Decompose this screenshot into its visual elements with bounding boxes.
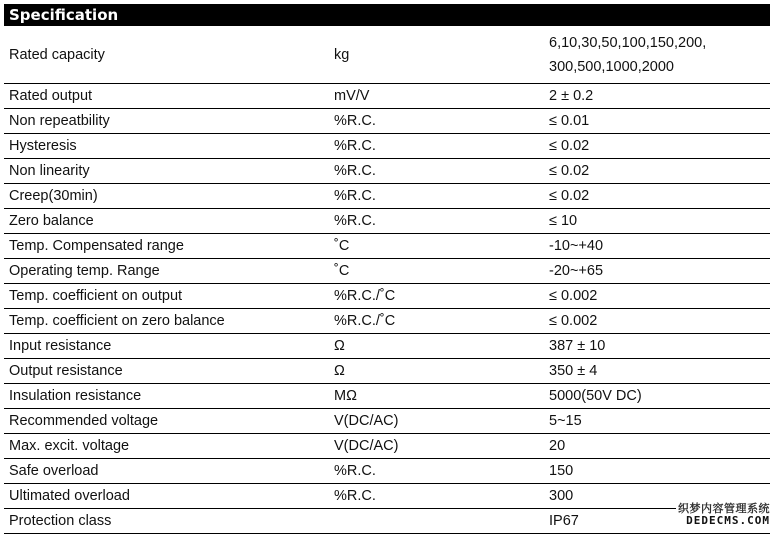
param-value: [544, 26, 770, 84]
param-value-line: 300,500,1000,2000: [549, 58, 674, 75]
param-unit: mV/V: [329, 84, 544, 109]
param-value: 20: [544, 434, 770, 459]
table-row: [4, 84, 770, 109]
param-label: Insulation resistance: [4, 384, 329, 409]
table-row: [4, 209, 770, 234]
param-label: Max. excit. voltage: [4, 434, 329, 459]
param-unit: kg: [329, 26, 544, 84]
param-label: Recommended voltage: [4, 409, 329, 434]
table-row: [4, 484, 770, 509]
param-value: 350 ± 4: [544, 359, 770, 384]
param-value: -20~+65: [544, 259, 770, 284]
table-row: [4, 309, 770, 334]
param-label: Ultimated overload: [4, 484, 329, 509]
param-label: Zero balance: [4, 209, 329, 234]
specification-table-container: [4, 4, 770, 534]
table-row: [4, 234, 770, 259]
table-row: [4, 134, 770, 159]
param-unit: MΩ: [329, 384, 544, 409]
param-label: Non linearity: [4, 159, 329, 184]
param-unit: Ω: [329, 359, 544, 384]
param-unit: %R.C.: [329, 134, 544, 159]
param-unit: %R.C.: [329, 159, 544, 184]
param-label: Rated capacity: [4, 26, 329, 84]
param-label: Hysteresis: [4, 134, 329, 159]
param-unit: ˚C: [329, 259, 544, 284]
param-label: Protection class: [4, 509, 329, 534]
param-label: Temp. coefficient on zero balance: [4, 309, 329, 334]
param-label: Rated output: [4, 84, 329, 109]
param-value: 5000(50V DC): [544, 384, 770, 409]
param-value: ≤ 0.02: [544, 159, 770, 184]
watermark-domain: DEDECMS.COM: [686, 514, 770, 527]
table-row: [4, 259, 770, 284]
table-row: [4, 509, 770, 534]
param-value: 5~15: [544, 409, 770, 434]
specification-table: [4, 26, 770, 534]
table-row: [4, 284, 770, 309]
param-unit: %R.C./˚C: [329, 284, 544, 309]
table-row: [4, 184, 770, 209]
param-value: ≤ 0.02: [544, 184, 770, 209]
param-unit: Ω: [329, 334, 544, 359]
param-value: ≤ 10: [544, 209, 770, 234]
param-value: 387 ± 10: [544, 334, 770, 359]
param-unit: [329, 509, 544, 534]
param-unit: %R.C.: [329, 459, 544, 484]
param-unit: V(DC/AC): [329, 409, 544, 434]
param-unit: %R.C.: [329, 184, 544, 209]
param-value: IP67: [544, 509, 770, 534]
table-row: [4, 109, 770, 134]
param-value: -10~+40: [544, 234, 770, 259]
param-unit: %R.C./˚C: [329, 309, 544, 334]
param-value: ≤ 0.002: [544, 284, 770, 309]
param-label: Operating temp. Range: [4, 259, 329, 284]
param-value-line: 6,10,30,50,100,150,200,: [549, 34, 707, 51]
param-value: 2 ± 0.2: [544, 84, 770, 109]
param-value: 150: [544, 459, 770, 484]
param-label: Non repeatbility: [4, 109, 329, 134]
table-row: [4, 434, 770, 459]
param-label: Creep(30min): [4, 184, 329, 209]
watermark-logo: [676, 502, 772, 528]
param-value: 300: [544, 484, 770, 509]
table-row: [4, 159, 770, 184]
table-row: [4, 384, 770, 409]
param-label: Input resistance: [4, 334, 329, 359]
param-unit: %R.C.: [329, 109, 544, 134]
param-value: ≤ 0.01: [544, 109, 770, 134]
param-label: Safe overload: [4, 459, 329, 484]
param-label: Temp. Compensated range: [4, 234, 329, 259]
specification-header: Specification: [4, 4, 770, 26]
table-row: [4, 409, 770, 434]
watermark-text: 织梦内容管理系统: [678, 502, 770, 515]
param-label: Output resistance: [4, 359, 329, 384]
param-unit: ˚C: [329, 234, 544, 259]
param-unit: %R.C.: [329, 484, 544, 509]
table-row: [4, 359, 770, 384]
table-row: [4, 459, 770, 484]
table-row: [4, 334, 770, 359]
table-row-rated-capacity: [4, 26, 770, 84]
param-unit: V(DC/AC): [329, 434, 544, 459]
param-value: ≤ 0.02: [544, 134, 770, 159]
param-unit: %R.C.: [329, 209, 544, 234]
param-label: Temp. coefficient on output: [4, 284, 329, 309]
param-value: ≤ 0.002: [544, 309, 770, 334]
